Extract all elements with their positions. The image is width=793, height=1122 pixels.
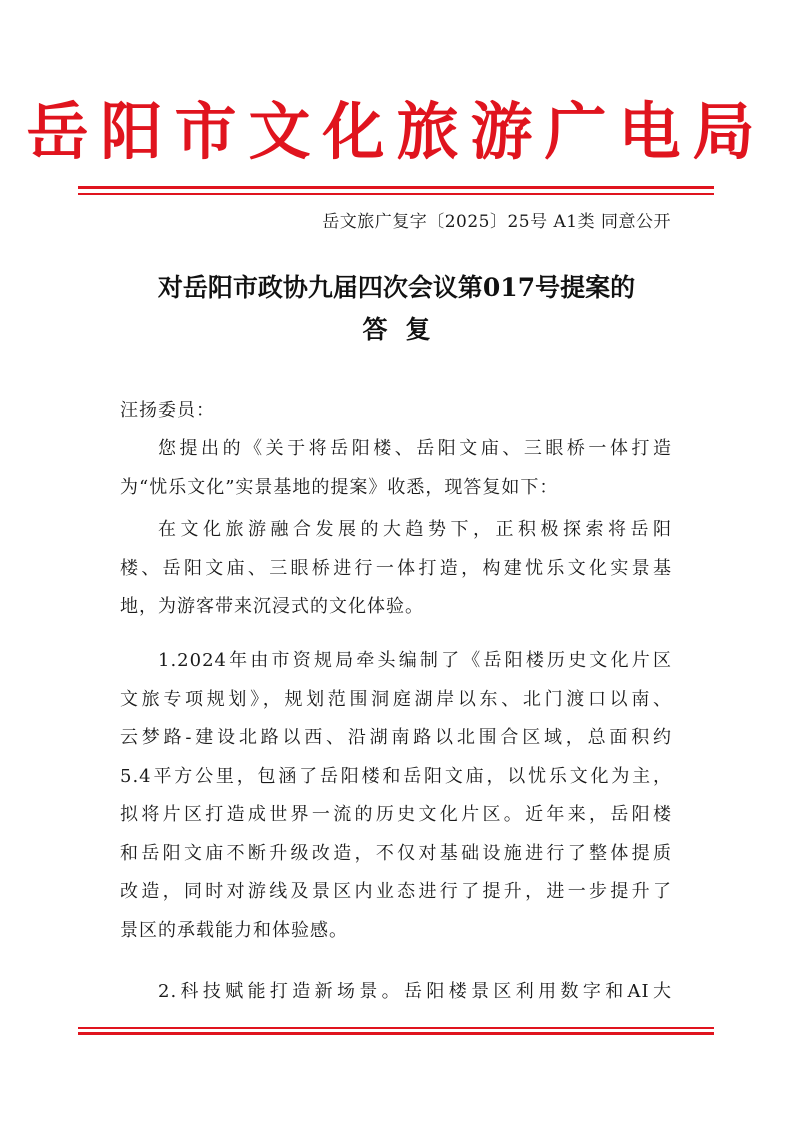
body-line: 为“忧乐文化”实景基地的提案》收悉，现答复如下： [120, 476, 559, 498]
body-line: 1.2024年由市资规局牵头编制了《岳阳楼历史文化片区 [158, 650, 672, 671]
body-line: 和岳阳文庙不断升级改造，不仅对基础设施进行了整体提质 [120, 842, 672, 864]
masthead-title: 岳阳市文化旅游广电局 [26, 95, 767, 168]
body-paragraph [120, 642, 672, 950]
body-line: 您提出的《关于将岳阳楼、岳阳文庙、三眼桥一体打造 [158, 438, 672, 459]
document-number: 岳文旅广复字〔2025〕25号 A1类 同意公开 [322, 212, 671, 232]
footer-rule-thick [78, 1032, 714, 1035]
document-title-line-2: 答复 [362, 315, 449, 344]
body-line: 在文化旅游融合发展的大趋势下，正积极探索将岳阳 [158, 519, 672, 540]
masthead-rule-top-thick [78, 186, 714, 189]
body-line: 地，为游客带来沉浸式的文化体验。 [120, 596, 424, 617]
salutation-text: 汪扬委员： [120, 400, 215, 421]
body-line: 拟将片区打造成世界一流的历史文化片区。近年来，岳阳楼 [120, 804, 672, 825]
body-line: 文旅专项规划》，规划范围洞庭湖岸以东、北门渡口以南、 [120, 688, 672, 710]
body-line: 景区的承载能力和体验感。 [120, 919, 348, 941]
body-paragraph [120, 511, 672, 627]
document-title-line-1: 对岳阳市政协九届四次会议第017号提案的 [157, 273, 636, 302]
body-paragraph [120, 430, 672, 507]
body-line: 楼、岳阳文庙、三眼桥进行一体打造，构建忧乐文化实景基 [120, 557, 672, 579]
body-line: 5.4平方公里，包涵了岳阳楼和岳阳文庙，以忧乐文化为主， [120, 765, 672, 787]
body-line: 2.科技赋能打造新场景。岳阳楼景区利用数字和AI大 [158, 981, 672, 1002]
body-line: 云梦路-建设北路以西、沿湖南路以北围合区域，总面积约 [120, 727, 672, 748]
body-line: 改造，同时对游线及景区内业态进行了提升，进一步提升了 [120, 881, 672, 902]
masthead-rule-top-thin [78, 193, 714, 195]
salutation [120, 392, 672, 431]
footer-rule-thin [78, 1027, 714, 1029]
body-paragraph [120, 973, 672, 1012]
